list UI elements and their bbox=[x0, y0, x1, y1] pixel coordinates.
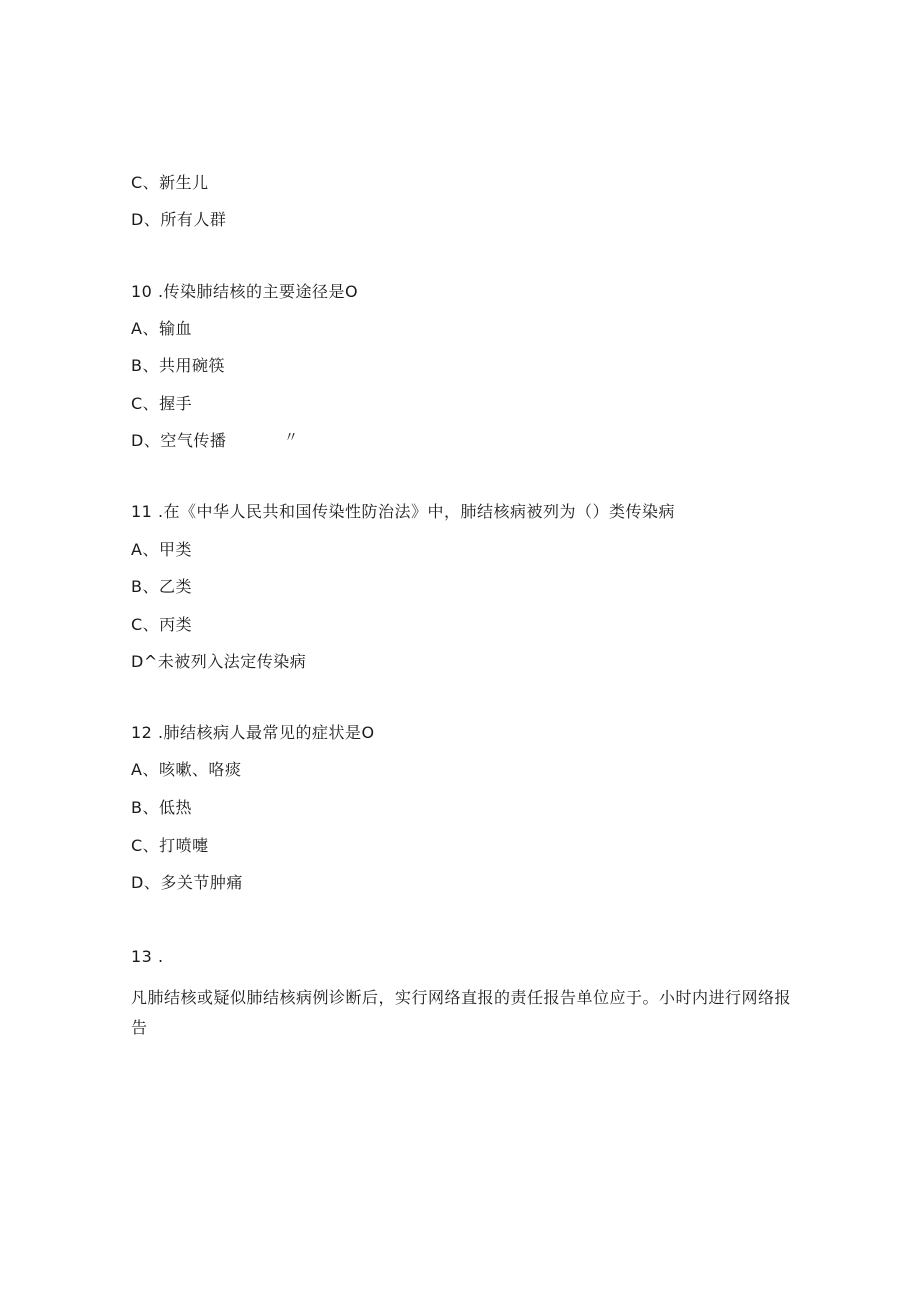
question-11-option-a: A、甲类 bbox=[131, 540, 192, 559]
question-12-option-d: D、多关节肿痛 bbox=[131, 873, 243, 892]
question-10-option-c: C、握手 bbox=[131, 394, 193, 413]
question-13-text: 凡肺结核或疑似肺结核病例诊断后，实行网络直报的责任报告单位应于。小时内进行网络报告 bbox=[131, 988, 792, 1037]
question-12-option-b: B、低热 bbox=[131, 798, 192, 817]
question-10-option-b: B、共用碗筷 bbox=[131, 356, 225, 375]
question-11-option-d: D^未被列入法定传染病 bbox=[131, 652, 307, 671]
question-12-stem: 12 .肺结核病人最常见的症状是O bbox=[131, 723, 375, 742]
question-10-option-a: A、输血 bbox=[131, 319, 192, 338]
question-13-stem: 13 . bbox=[131, 947, 164, 966]
question-11-option-c: C、丙类 bbox=[131, 615, 193, 634]
question-11-option-b: B、乙类 bbox=[131, 577, 192, 596]
option-d-prev: D、所有人群 bbox=[131, 210, 227, 229]
question-12-option-c: C、打喷嚏 bbox=[131, 836, 209, 855]
option-c-prev: C、新生儿 bbox=[131, 173, 209, 192]
stray-mark: 〃 bbox=[284, 430, 298, 446]
question-12-option-a: A、咳嗽、咯痰 bbox=[131, 760, 242, 779]
question-10-option-d: D、空气传播 bbox=[131, 431, 227, 450]
question-11-stem: 11 .在《中华人民共和国传染性防治法》中，肺结核病被列为（）类传染病 bbox=[131, 502, 676, 521]
question-10-stem: 10 .传染肺结核的主要途径是O bbox=[131, 282, 359, 301]
